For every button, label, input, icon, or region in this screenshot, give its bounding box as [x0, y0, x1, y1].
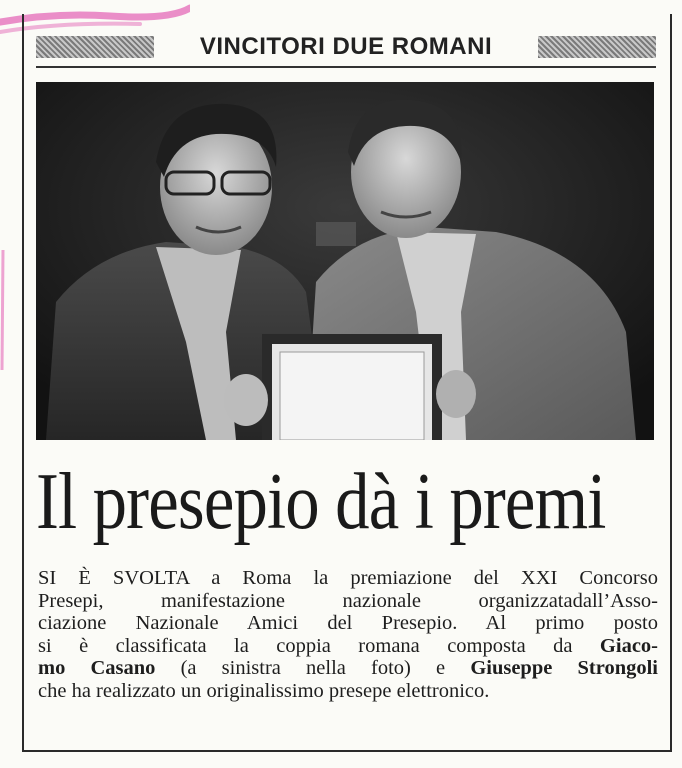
- body-line-6: che ha realizzato un originalissimo presepe elettronico.: [38, 679, 490, 702]
- kicker-row: [36, 30, 656, 64]
- highlighter-side-mark: [0, 250, 6, 370]
- headline: Il presepio dà i premi: [36, 458, 606, 546]
- award-photo: [36, 82, 654, 440]
- winner-name-1b: mo Casano: [38, 657, 156, 680]
- kicker-hatch-left: [36, 36, 154, 58]
- body-line-2: Presepi, manifestazione nazionale organizzatadall’Asso-: [38, 589, 658, 612]
- winner-name-2: Giuseppe Strongoli: [470, 657, 658, 680]
- winner-name-1a: Giaco-: [599, 634, 658, 657]
- kicker-hatch-right: [538, 36, 656, 58]
- article-body: [38, 567, 658, 703]
- body-line-4: si è classificata la coppia romana composta da Giaco-: [38, 634, 658, 657]
- kicker-title: VINCITORI DUE ROMANI: [199, 33, 493, 60]
- lead-in: SI È SVOLTA: [38, 567, 190, 589]
- kicker-rule: [36, 66, 656, 68]
- body-line-5: mo Casano (a sinistra nella foto) e Giuseppe Strongoli: [38, 657, 658, 680]
- body-line-1: SI È SVOLTA a Roma la premiazione del XXI Concorso: [38, 567, 658, 589]
- body-line-3: ciazione Nazionale Amici del Presepio. Al primo posto: [38, 612, 658, 635]
